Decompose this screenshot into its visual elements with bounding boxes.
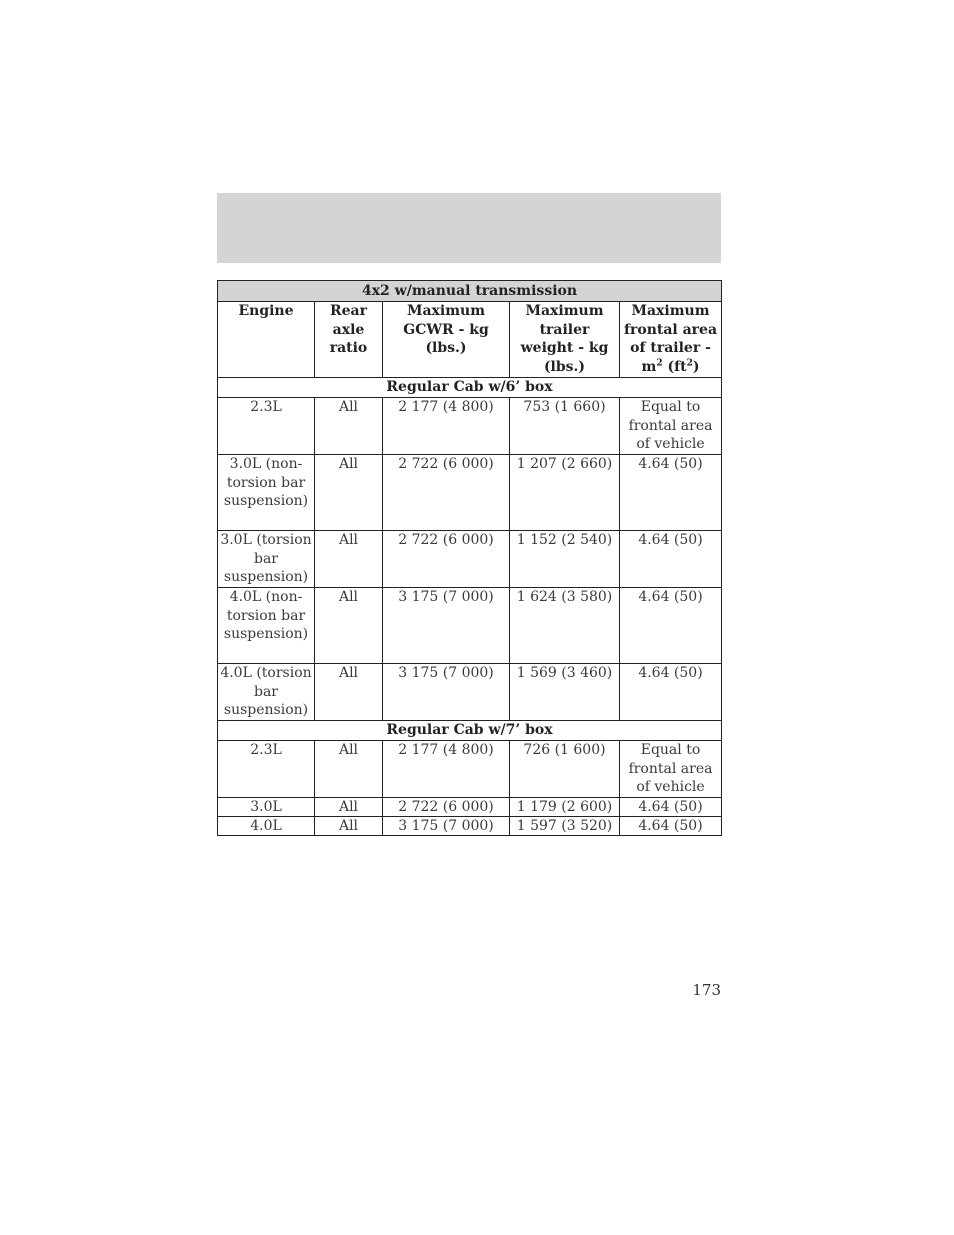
header-frontal-sup2: 2	[686, 358, 693, 369]
cell-gcwr: 2 177 (4 800)	[383, 741, 510, 798]
header-frontal-sup1: 2	[656, 358, 663, 369]
header-gcwr: Maximum GCWR - kg (lbs.)	[383, 302, 510, 378]
cell-trailer: 1 207 (2 660)	[510, 455, 620, 531]
table-title: 4x2 w/manual transmission	[218, 281, 722, 302]
section-label: Regular Cab w/7’ box	[218, 721, 722, 741]
cell-trailer: 1 624 (3 580)	[510, 588, 620, 664]
table-row	[218, 455, 722, 531]
section-row	[218, 721, 722, 741]
cell-axle: All	[315, 817, 383, 836]
table-row	[218, 398, 722, 455]
cell-engine: 2.3L	[218, 398, 315, 455]
cell-gcwr: 3 175 (7 000)	[383, 817, 510, 836]
cell-engine: 3.0L	[218, 798, 315, 817]
cell-frontal: 4.64 (50)	[620, 798, 722, 817]
table-title-row	[218, 281, 722, 302]
cell-trailer: 1 597 (3 520)	[510, 817, 620, 836]
cell-frontal: Equal to frontal area of vehicle	[620, 398, 722, 455]
header-trailer: Maximum trailer weight - kg (lbs.)	[510, 302, 620, 378]
cell-axle: All	[315, 398, 383, 455]
header-frontal-ft: (ft	[667, 358, 687, 375]
table-row	[218, 817, 722, 836]
cell-trailer: 753 (1 660)	[510, 398, 620, 455]
table-row	[218, 588, 722, 664]
cell-frontal: 4.64 (50)	[620, 664, 722, 721]
cell-frontal: 4.64 (50)	[620, 455, 722, 531]
cell-axle: All	[315, 455, 383, 531]
cell-engine: 4.0L (non-torsion bar suspension)	[218, 588, 315, 664]
cell-frontal: 4.64 (50)	[620, 531, 722, 588]
cell-engine: 3.0L (torsion bar suspension)	[218, 531, 315, 588]
cell-trailer: 726 (1 600)	[510, 741, 620, 798]
towing-spec-table	[217, 280, 722, 836]
section-label: Regular Cab w/6’ box	[218, 378, 722, 398]
cell-axle: All	[315, 531, 383, 588]
table-row	[218, 531, 722, 588]
cell-gcwr: 2 722 (6 000)	[383, 798, 510, 817]
cell-trailer: 1 569 (3 460)	[510, 664, 620, 721]
cell-gcwr: 2 722 (6 000)	[383, 455, 510, 531]
cell-axle: All	[315, 664, 383, 721]
cell-trailer: 1 179 (2 600)	[510, 798, 620, 817]
cell-axle: All	[315, 741, 383, 798]
column-header-row	[218, 302, 722, 378]
header-band	[217, 193, 721, 263]
cell-frontal: Equal to frontal area of vehicle	[620, 741, 722, 798]
cell-engine: 4.0L	[218, 817, 315, 836]
header-engine: Engine	[218, 302, 315, 378]
header-frontal-m: m	[641, 358, 657, 375]
table-row	[218, 798, 722, 817]
cell-engine: 4.0L (torsion bar suspension)	[218, 664, 315, 721]
cell-gcwr: 2 722 (6 000)	[383, 531, 510, 588]
cell-gcwr: 3 175 (7 000)	[383, 664, 510, 721]
cell-engine: 3.0L (non-torsion bar suspension)	[218, 455, 315, 531]
cell-engine: 2.3L	[218, 741, 315, 798]
page-number: 173	[692, 981, 721, 999]
section-row	[218, 378, 722, 398]
cell-gcwr: 3 175 (7 000)	[383, 588, 510, 664]
cell-frontal: 4.64 (50)	[620, 817, 722, 836]
table-row	[218, 741, 722, 798]
header-frontal-close: )	[692, 358, 700, 375]
header-axle: Rear axle ratio	[315, 302, 383, 378]
cell-gcwr: 2 177 (4 800)	[383, 398, 510, 455]
cell-axle: All	[315, 798, 383, 817]
cell-frontal: 4.64 (50)	[620, 588, 722, 664]
header-frontal-main: Maximum frontal area of trailer -	[623, 303, 718, 357]
table-row	[218, 664, 722, 721]
cell-axle: All	[315, 588, 383, 664]
header-frontal	[620, 302, 722, 378]
cell-trailer: 1 152 (2 540)	[510, 531, 620, 588]
